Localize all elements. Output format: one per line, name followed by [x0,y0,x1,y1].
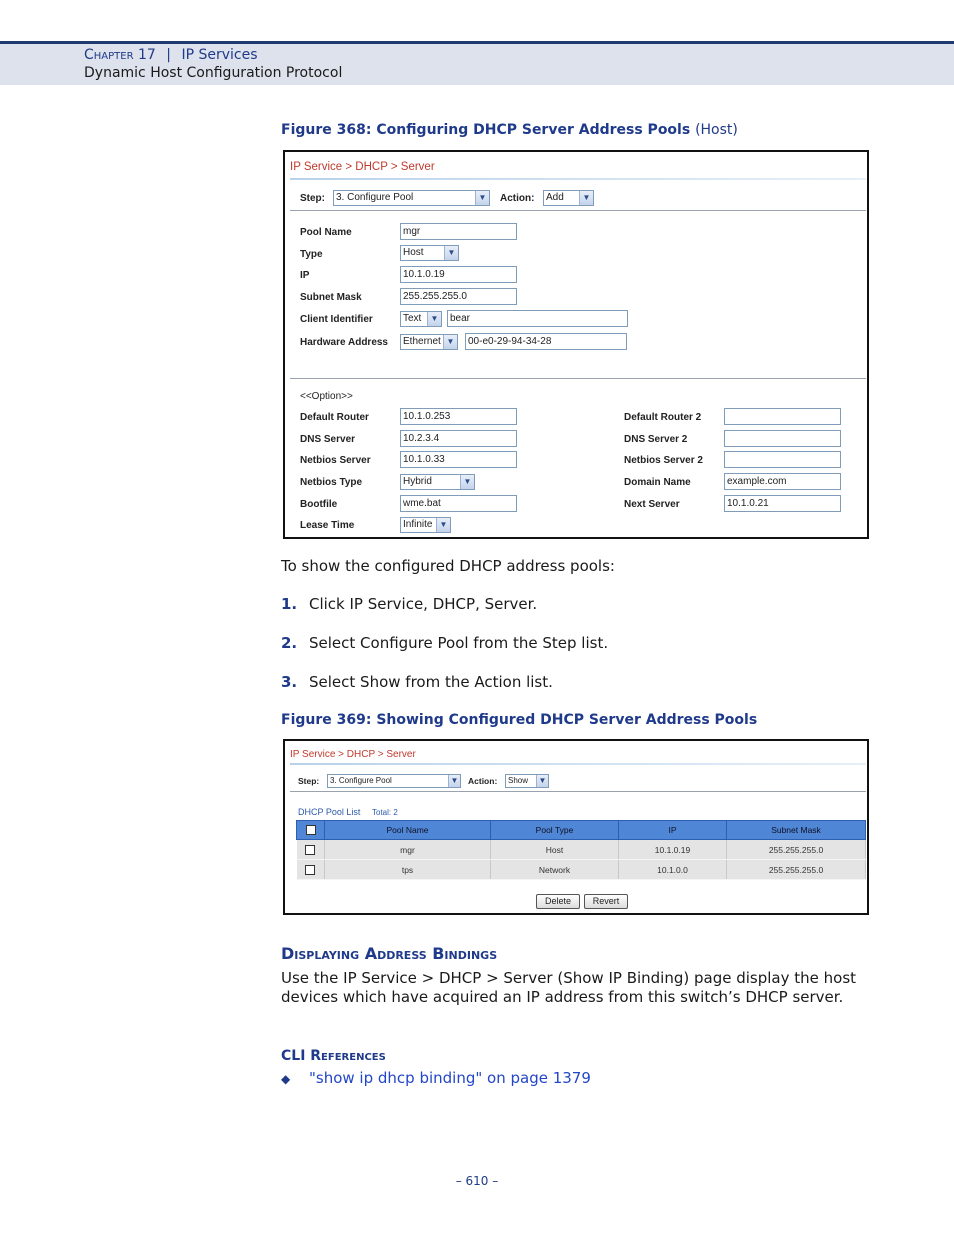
column-header[interactable]: Subnet Mask [727,821,866,840]
subnet-cell: 255.255.255.0 [727,860,866,880]
option-header: <<Option>> [300,391,353,402]
table-row [297,860,866,880]
client-id-label: Client Identifier [300,314,373,325]
action-select[interactable] [505,774,549,788]
domain-input[interactable]: example.com [724,473,841,490]
step-select-value: 3. Configure Pool [336,192,414,203]
pool-list-title: DHCP Pool List [298,807,361,817]
action-select-value: Show [508,776,529,785]
figure-368-caption-suffix: (Host) [695,122,738,138]
netbios-type-select[interactable] [400,474,475,490]
chevron-down-icon: ▼ [475,191,489,205]
dns-label: DNS Server [300,434,356,445]
column-header[interactable]: IP [619,821,727,840]
figure-368-screenshot [283,150,869,539]
ip-cell: 10.1.0.0 [619,860,727,880]
section-title: Dynamic Host Configuration Protocol [84,65,343,81]
subnet-cell: 255.255.255.0 [727,840,866,860]
select-all-cell [297,821,325,840]
pool-type-cell: Host [491,840,619,860]
pool-name-cell: mgr [325,840,491,860]
row-select-cell [297,860,325,880]
pool-name-input[interactable]: mgr [400,223,517,240]
type-select[interactable] [400,245,459,261]
subnet-label: Subnet Mask [300,292,362,303]
bootfile-input[interactable]: wme.bat [400,495,517,512]
netbios-type-label: Netbios Type [300,477,363,488]
pool-list-total: Total: 2 [372,808,398,817]
client-id-input[interactable]: bear [447,310,628,327]
default-router-input[interactable]: 10.1.0.253 [400,408,517,425]
page-number: – 610 – [455,1174,499,1188]
client-id-type-select[interactable] [400,311,442,327]
chevron-down-icon: ▼ [427,312,441,326]
type-select-value: Host [403,247,424,258]
client-id-type-value: Text [403,313,422,324]
cli-reference-link[interactable]: "show ip dhcp binding" on page 1379 [309,1069,591,1087]
pool-name-cell: tps [325,860,491,880]
hw-type-value: Ethernet [403,336,441,347]
page-header [0,41,954,85]
netbios-label: Netbios Server [300,455,371,466]
action-select[interactable] [543,190,594,206]
ip-input[interactable]: 10.1.0.19 [400,266,517,283]
row-checkbox[interactable] [305,865,315,875]
figure-369-screenshot [283,739,869,915]
netbios2-input[interactable] [724,451,841,468]
chevron-down-icon: ▼ [579,191,593,205]
step-3-text: Select Show from the Action list. [309,673,553,691]
table-header-row [297,821,866,840]
figure-369-caption: Figure 369: Showing Configured DHCP Server Address Pools [281,712,758,728]
action-label: Action: [468,776,498,786]
next-server-label: Next Server [624,499,680,510]
netbios2-label: Netbios Server 2 [624,455,703,466]
column-header[interactable]: Pool Type [491,821,619,840]
default-router2-input[interactable] [724,408,841,425]
step-1-number: 1. [281,595,298,613]
divider [290,378,866,379]
breadcrumb: IP Service > DHCP > Server [290,749,416,760]
bullet-icon: ◆ [281,1072,291,1086]
dns2-label: DNS Server 2 [624,434,688,445]
chevron-down-icon: ▼ [536,775,548,787]
breadcrumb: IP Service > DHCP > Server [290,161,435,173]
row-select-cell [297,840,325,860]
chevron-down-icon: ▼ [444,246,458,260]
select-all-checkbox[interactable] [306,825,316,835]
lease-select-value: Infinite [403,519,433,530]
hw-type-select[interactable] [400,334,458,350]
step-select[interactable] [333,190,490,206]
step-label: Step: [298,776,320,786]
step-label: Step: [300,193,325,204]
revert-button[interactable]: Revert [584,894,628,909]
domain-label: Domain Name [624,477,691,488]
dns2-input[interactable] [724,430,841,447]
column-header[interactable]: Pool Name [325,821,491,840]
step-3-number: 3. [281,673,298,691]
action-select-value: Add [546,192,564,203]
subnet-input[interactable]: 255.255.255.0 [400,288,517,305]
title-rule [290,763,866,765]
step-select-value: 3. Configure Pool [330,776,392,785]
chapter-title: IP Services [181,47,258,63]
title-rule [290,178,866,180]
chapter-line [84,47,258,63]
row-checkbox[interactable] [305,845,315,855]
bootfile-label: Bootfile [300,499,338,510]
netbios-input[interactable]: 10.1.0.33 [400,451,517,468]
default-router2-label: Default Router 2 [624,412,702,423]
step-select[interactable] [327,774,461,788]
default-router-label: Default Router [300,412,369,423]
pool-type-cell: Network [491,860,619,880]
intro-text: To show the configured DHCP address pools: [281,557,615,575]
ip-cell: 10.1.0.19 [619,840,727,860]
divider [290,791,866,792]
pool-table [296,820,866,880]
delete-button[interactable]: Delete [536,894,580,909]
type-label: Type [300,249,323,260]
chapter-label: Chapter 17 [84,47,156,63]
table-row [297,840,866,860]
header-separator: | [166,47,171,63]
step-2-text: Select Configure Pool from the Step list. [309,634,609,652]
lease-select[interactable] [400,517,451,533]
figure-368-caption-text: Figure 368: Configuring DHCP Server Address Pools [281,122,691,138]
next-server-input[interactable]: 10.1.0.21 [724,495,841,512]
chevron-down-icon: ▼ [448,775,460,787]
dns-input[interactable]: 10.2.3.4 [400,430,517,447]
hw-address-label: Hardware Address [300,337,388,348]
step-2-number: 2. [281,634,298,652]
chevron-down-icon: ▼ [436,518,450,532]
chevron-down-icon: ▼ [460,475,474,489]
action-label: Action: [500,193,535,204]
cli-heading: CLI References [281,1048,386,1064]
divider [290,210,866,211]
netbios-type-value: Hybrid [403,476,432,487]
step-1-text: Click IP Service, DHCP, Server. [309,595,538,613]
hw-address-input[interactable]: 00-e0-29-94-34-28 [465,333,627,350]
lease-label: Lease Time [300,520,355,531]
chevron-down-icon: ▼ [443,335,457,349]
figure-368-caption [281,122,738,138]
pool-name-label: Pool Name [300,227,352,238]
section-body: Use the IP Service > DHCP > Server (Show IP Binding) page display the host devices which have acquired an IP address from this switch’s DHCP server. [281,969,857,1006]
ip-label: IP [300,270,310,281]
section-heading: Displaying Address Bindings [281,944,498,963]
